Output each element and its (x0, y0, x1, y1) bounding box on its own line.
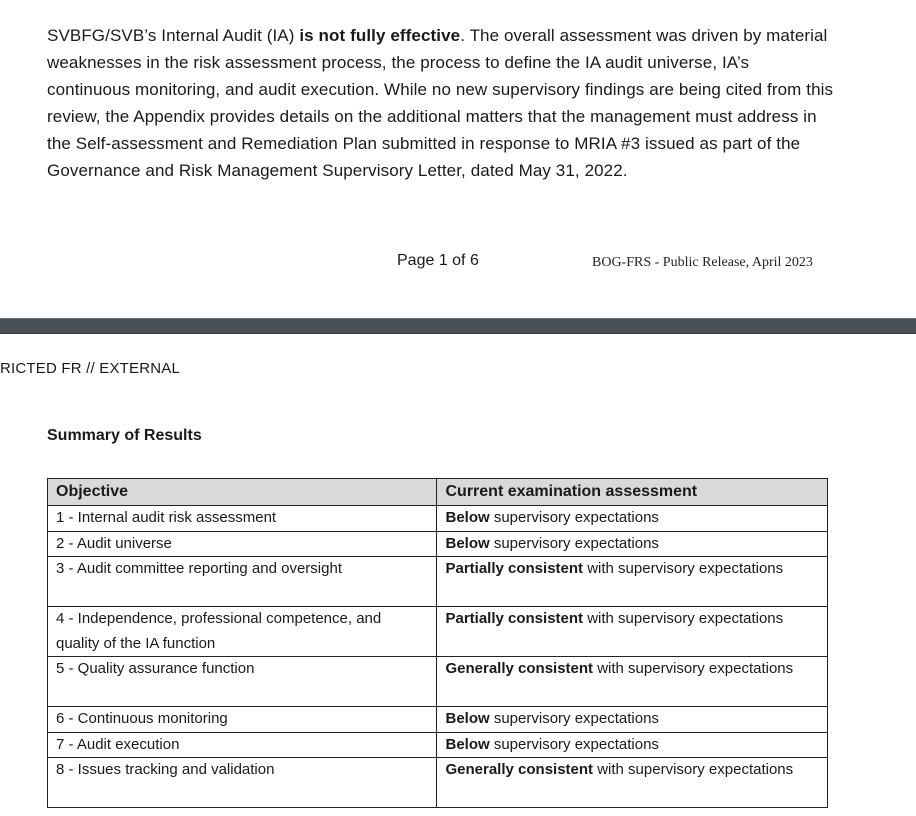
table-row (48, 657, 828, 707)
assessment-cell (437, 758, 828, 808)
assessment-text: supervisory expectations (489, 534, 659, 552)
assessment-level: Below (445, 735, 490, 753)
classification-header: RICTED FR // EXTERNAL (0, 360, 181, 377)
column-header-assessment: Current examination assessment (437, 479, 828, 506)
table-row (48, 531, 828, 557)
table-row (48, 557, 828, 607)
table-header-row (48, 479, 828, 506)
objective-cell: 7 - Audit execution (48, 732, 437, 758)
assessment-text: supervisory expectations (489, 710, 659, 727)
assessment-text: with supervisory expectations (583, 560, 784, 577)
assessment-cell (437, 506, 828, 532)
table-row (48, 707, 828, 733)
objective-cell: 6 - Continuous monitoring (48, 707, 437, 733)
summary-title: Summary of Results (47, 427, 202, 444)
objective-cell: 3 - Audit committee reporting and oversight (48, 557, 437, 607)
paragraph-bold-phrase: is not fully effective (299, 26, 461, 45)
objective-cell: 8 - Issues tracking and validation (48, 758, 437, 808)
assessment-text: supervisory expectations (489, 509, 659, 526)
assessment-paragraph (47, 22, 837, 184)
assessment-level: Partially consistent (445, 560, 584, 577)
assessment-level: Below (445, 534, 490, 552)
assessment-cell (437, 557, 828, 607)
assessment-text: supervisory expectations (489, 735, 659, 753)
assessment-text: with supervisory expectations (583, 610, 784, 627)
assessment-level: Partially consistent (445, 610, 584, 627)
summary-table (47, 478, 828, 808)
table-row (48, 506, 828, 532)
assessment-cell (437, 707, 828, 733)
paragraph-part2: . The overall assessment was driven by material weaknesses in the risk assessment process, the process to define the IA audit universe, IA’s continuous monitoring, and audit execution. While no new supervisory findings are being cited from this review, the Appendix provides details on the additional matters that the management must address in the Self-assessment and Remediation Plan submitted in response to MRIA #3 issued as part of the Governance and Risk Management Supervisory Letter, dated May 31, 2022. (47, 26, 834, 180)
assessment-cell (437, 657, 828, 707)
assessment-level: Below (445, 509, 490, 526)
column-header-objective: Objective (48, 479, 437, 506)
objective-cell: 4 - Independence, professional competence, and quality of the IA function (48, 607, 437, 657)
table-row (48, 758, 828, 808)
assessment-cell (437, 607, 828, 657)
assessment-text: with supervisory expectations (593, 660, 794, 677)
paragraph-part1: SVBFG/SVB’s Internal Audit (IA) (47, 26, 300, 45)
assessment-cell (437, 732, 828, 758)
assessment-level: Below (445, 710, 490, 727)
page-number: Page 1 of 6 (397, 252, 479, 269)
assessment-text: with supervisory expectations (593, 761, 794, 778)
objective-cell: 1 - Internal audit risk assessment (48, 506, 437, 532)
objective-cell: 5 - Quality assurance function (48, 657, 437, 707)
release-note: BOG-FRS - Public Release, April 2023 (592, 255, 813, 270)
assessment-level: Generally consistent (445, 660, 594, 677)
table-row (48, 607, 828, 657)
assessment-cell (437, 531, 828, 557)
objective-cell: 2 - Audit universe (48, 531, 437, 557)
assessment-level: Generally consistent (445, 761, 594, 778)
page-divider (0, 318, 916, 334)
table-row (48, 732, 828, 758)
previous-page-bottom (0, 0, 916, 318)
